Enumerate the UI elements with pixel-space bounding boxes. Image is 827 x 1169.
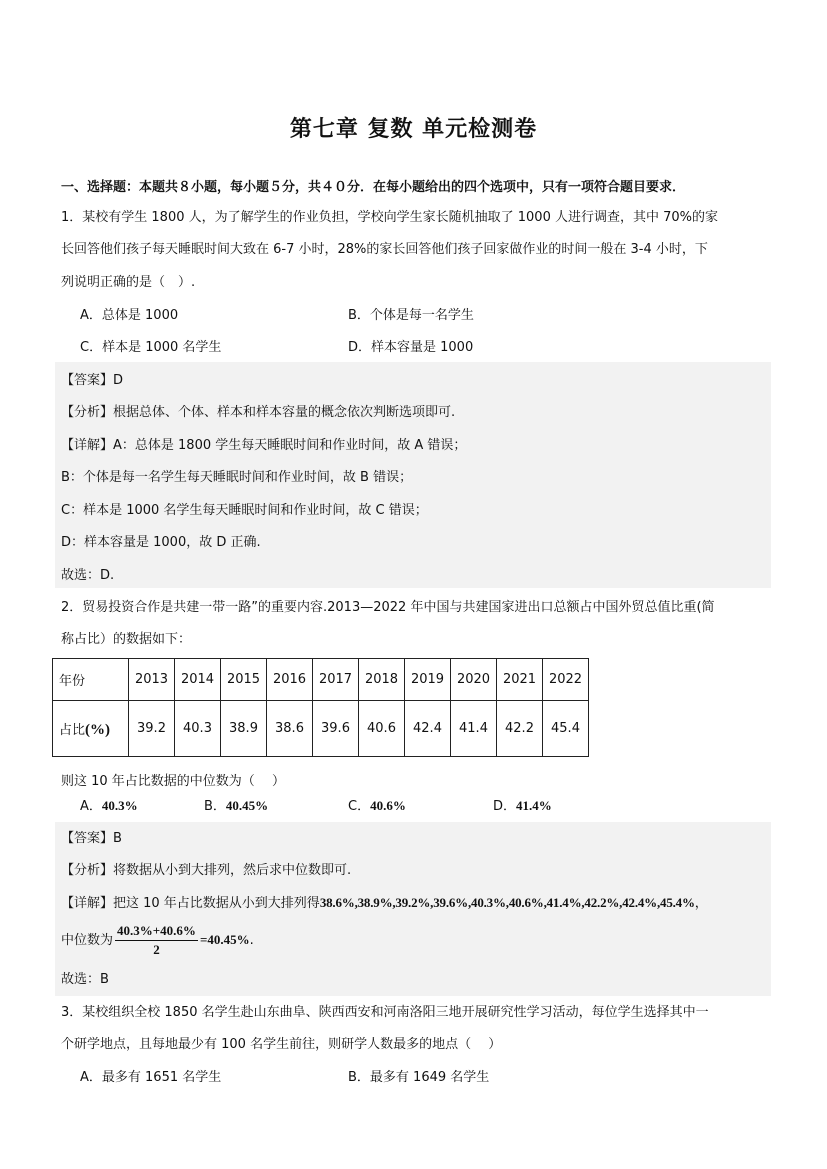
table-cell: 2014 bbox=[175, 659, 221, 701]
table-cell: 41.4 bbox=[451, 701, 497, 757]
table-cell: 38.6 bbox=[267, 701, 313, 757]
table-row bbox=[53, 701, 589, 757]
q2-line-1: 2．贸易投资合作是共建一带一路”的重要内容.2013—2022 年中国与共建国家进出口总额占中国外贸总值比重(简 bbox=[61, 600, 715, 615]
table-cell: 42.2 bbox=[497, 701, 543, 757]
table-cell: 39.6 bbox=[313, 701, 359, 757]
q1-choose: 故选：D. bbox=[61, 568, 115, 583]
median-fraction: $\frac{40.3\%+40.6\%}{2}$ bbox=[117, 923, 196, 957]
q2-choose: 故选：B bbox=[61, 972, 109, 987]
q1-detail-3: C：样本是 1000 名学生每天睡眠时间和作业时间，故 C 错误； bbox=[61, 503, 428, 518]
table-cell: 39.2 bbox=[129, 701, 175, 757]
table-cell: 40.3 bbox=[175, 701, 221, 757]
q2-option-b: B．40.45% bbox=[204, 798, 269, 814]
q2-question: 则这 10 年占比数据的中位数为（ ） bbox=[61, 774, 285, 789]
q2-option-a: A．40.3% bbox=[80, 798, 138, 814]
table-cell: 38.9 bbox=[221, 701, 267, 757]
q1-line-2: 长回答他们孩子每天睡眠时间大致在 6-7 小时，28%的家长回答他们孩子回家做作业的时间一般在 3-4 小时，下 bbox=[61, 242, 708, 257]
q3-line-1: 3．某校组织全校 1850 名学生赴山东曲阜、陕西西安和河南洛阳三地开展研究性学习活动，每位学生选择其中一 bbox=[61, 1005, 709, 1020]
q1-line-1: 1．某校有学生 1800 人，为了解学生的作业负担，学校向学生家长随机抽取了 1000 人进行调查，其中 70%的家 bbox=[61, 210, 718, 225]
q3-option-b: B．最多有 1649 名学生 bbox=[348, 1070, 490, 1085]
table-header-year: 年份 bbox=[53, 659, 129, 701]
q2-median: 中位数为 $\frac{40.3\%+40.6\%}{2}$ =40.45%. bbox=[61, 923, 254, 957]
data-table bbox=[52, 658, 589, 757]
q1-option-a: A．总体是 1000 bbox=[80, 308, 179, 323]
table-cell: 2017 bbox=[313, 659, 359, 701]
q2-line-2: 称占比）的数据如下： bbox=[61, 632, 192, 647]
q3-option-a: A．最多有 1651 名学生 bbox=[80, 1070, 222, 1085]
q2-answer: 【答案】B bbox=[61, 831, 122, 846]
q2-analysis: 【分析】将数据从小到大排列，然后求中位数即可. bbox=[61, 863, 352, 878]
q2-detail: 【详解】把这 10 年占比数据从小到大排列得38.6%,38.9%,39.2%,39.6%,40.3%,40.6%,41.4%,42.2%,42.4%,45.4%， bbox=[61, 895, 708, 911]
q2-option-c: C．40.6% bbox=[348, 798, 406, 814]
table-cell: 2019 bbox=[405, 659, 451, 701]
table-cell: 2013 bbox=[129, 659, 175, 701]
table-cell: 2020 bbox=[451, 659, 497, 701]
section-heading: 一、选择题：本题共８小题，每小题５分，共４０分．在每小题给出的四个选项中，只有一项符合题目要求． bbox=[61, 180, 686, 195]
page-title: 第七章 复数 单元检测卷 bbox=[289, 117, 538, 142]
table-header-ratio bbox=[53, 701, 129, 757]
q1-analysis: 【分析】根据总体、个体、样本和样本容量的概念依次判断选项即可. bbox=[61, 405, 456, 420]
q1-detail-4: D：样本容量是 1000，故 D 正确. bbox=[61, 535, 261, 550]
table-cell: 2022 bbox=[543, 659, 589, 701]
table-cell: 2016 bbox=[267, 659, 313, 701]
table-cell: 2015 bbox=[221, 659, 267, 701]
q1-option-b: B．个体是每一名学生 bbox=[348, 308, 474, 323]
q1-detail-1: 【详解】A：总体是 1800 学生每天睡眠时间和作业时间，故 A 错误； bbox=[61, 438, 467, 453]
q2-option-d: D．41.4% bbox=[493, 798, 552, 814]
q3-line-2: 个研学地点，且每地最少有 100 名学生前往，则研学人数最多的地点（ ） bbox=[61, 1037, 502, 1052]
q1-option-c: C．样本是 1000 名学生 bbox=[80, 340, 222, 355]
table-row bbox=[53, 659, 589, 701]
table-cell: 42.4 bbox=[405, 701, 451, 757]
q1-answer: 【答案】D bbox=[61, 373, 124, 388]
ratio-label: 占比 bbox=[59, 722, 86, 738]
q1-detail-2: B：个体是每一名学生每天睡眠时间和作业时间，故 B 错误； bbox=[61, 470, 413, 485]
table-cell: 45.4 bbox=[543, 701, 589, 757]
table-cell: 2018 bbox=[359, 659, 405, 701]
ratio-unit: (%) bbox=[85, 721, 111, 738]
table-cell: 40.6 bbox=[359, 701, 405, 757]
q1-option-d: D．样本容量是 1000 bbox=[348, 340, 474, 355]
table-cell: 2021 bbox=[497, 659, 543, 701]
q1-line-3: 列说明正确的是（ ）. bbox=[61, 275, 196, 290]
